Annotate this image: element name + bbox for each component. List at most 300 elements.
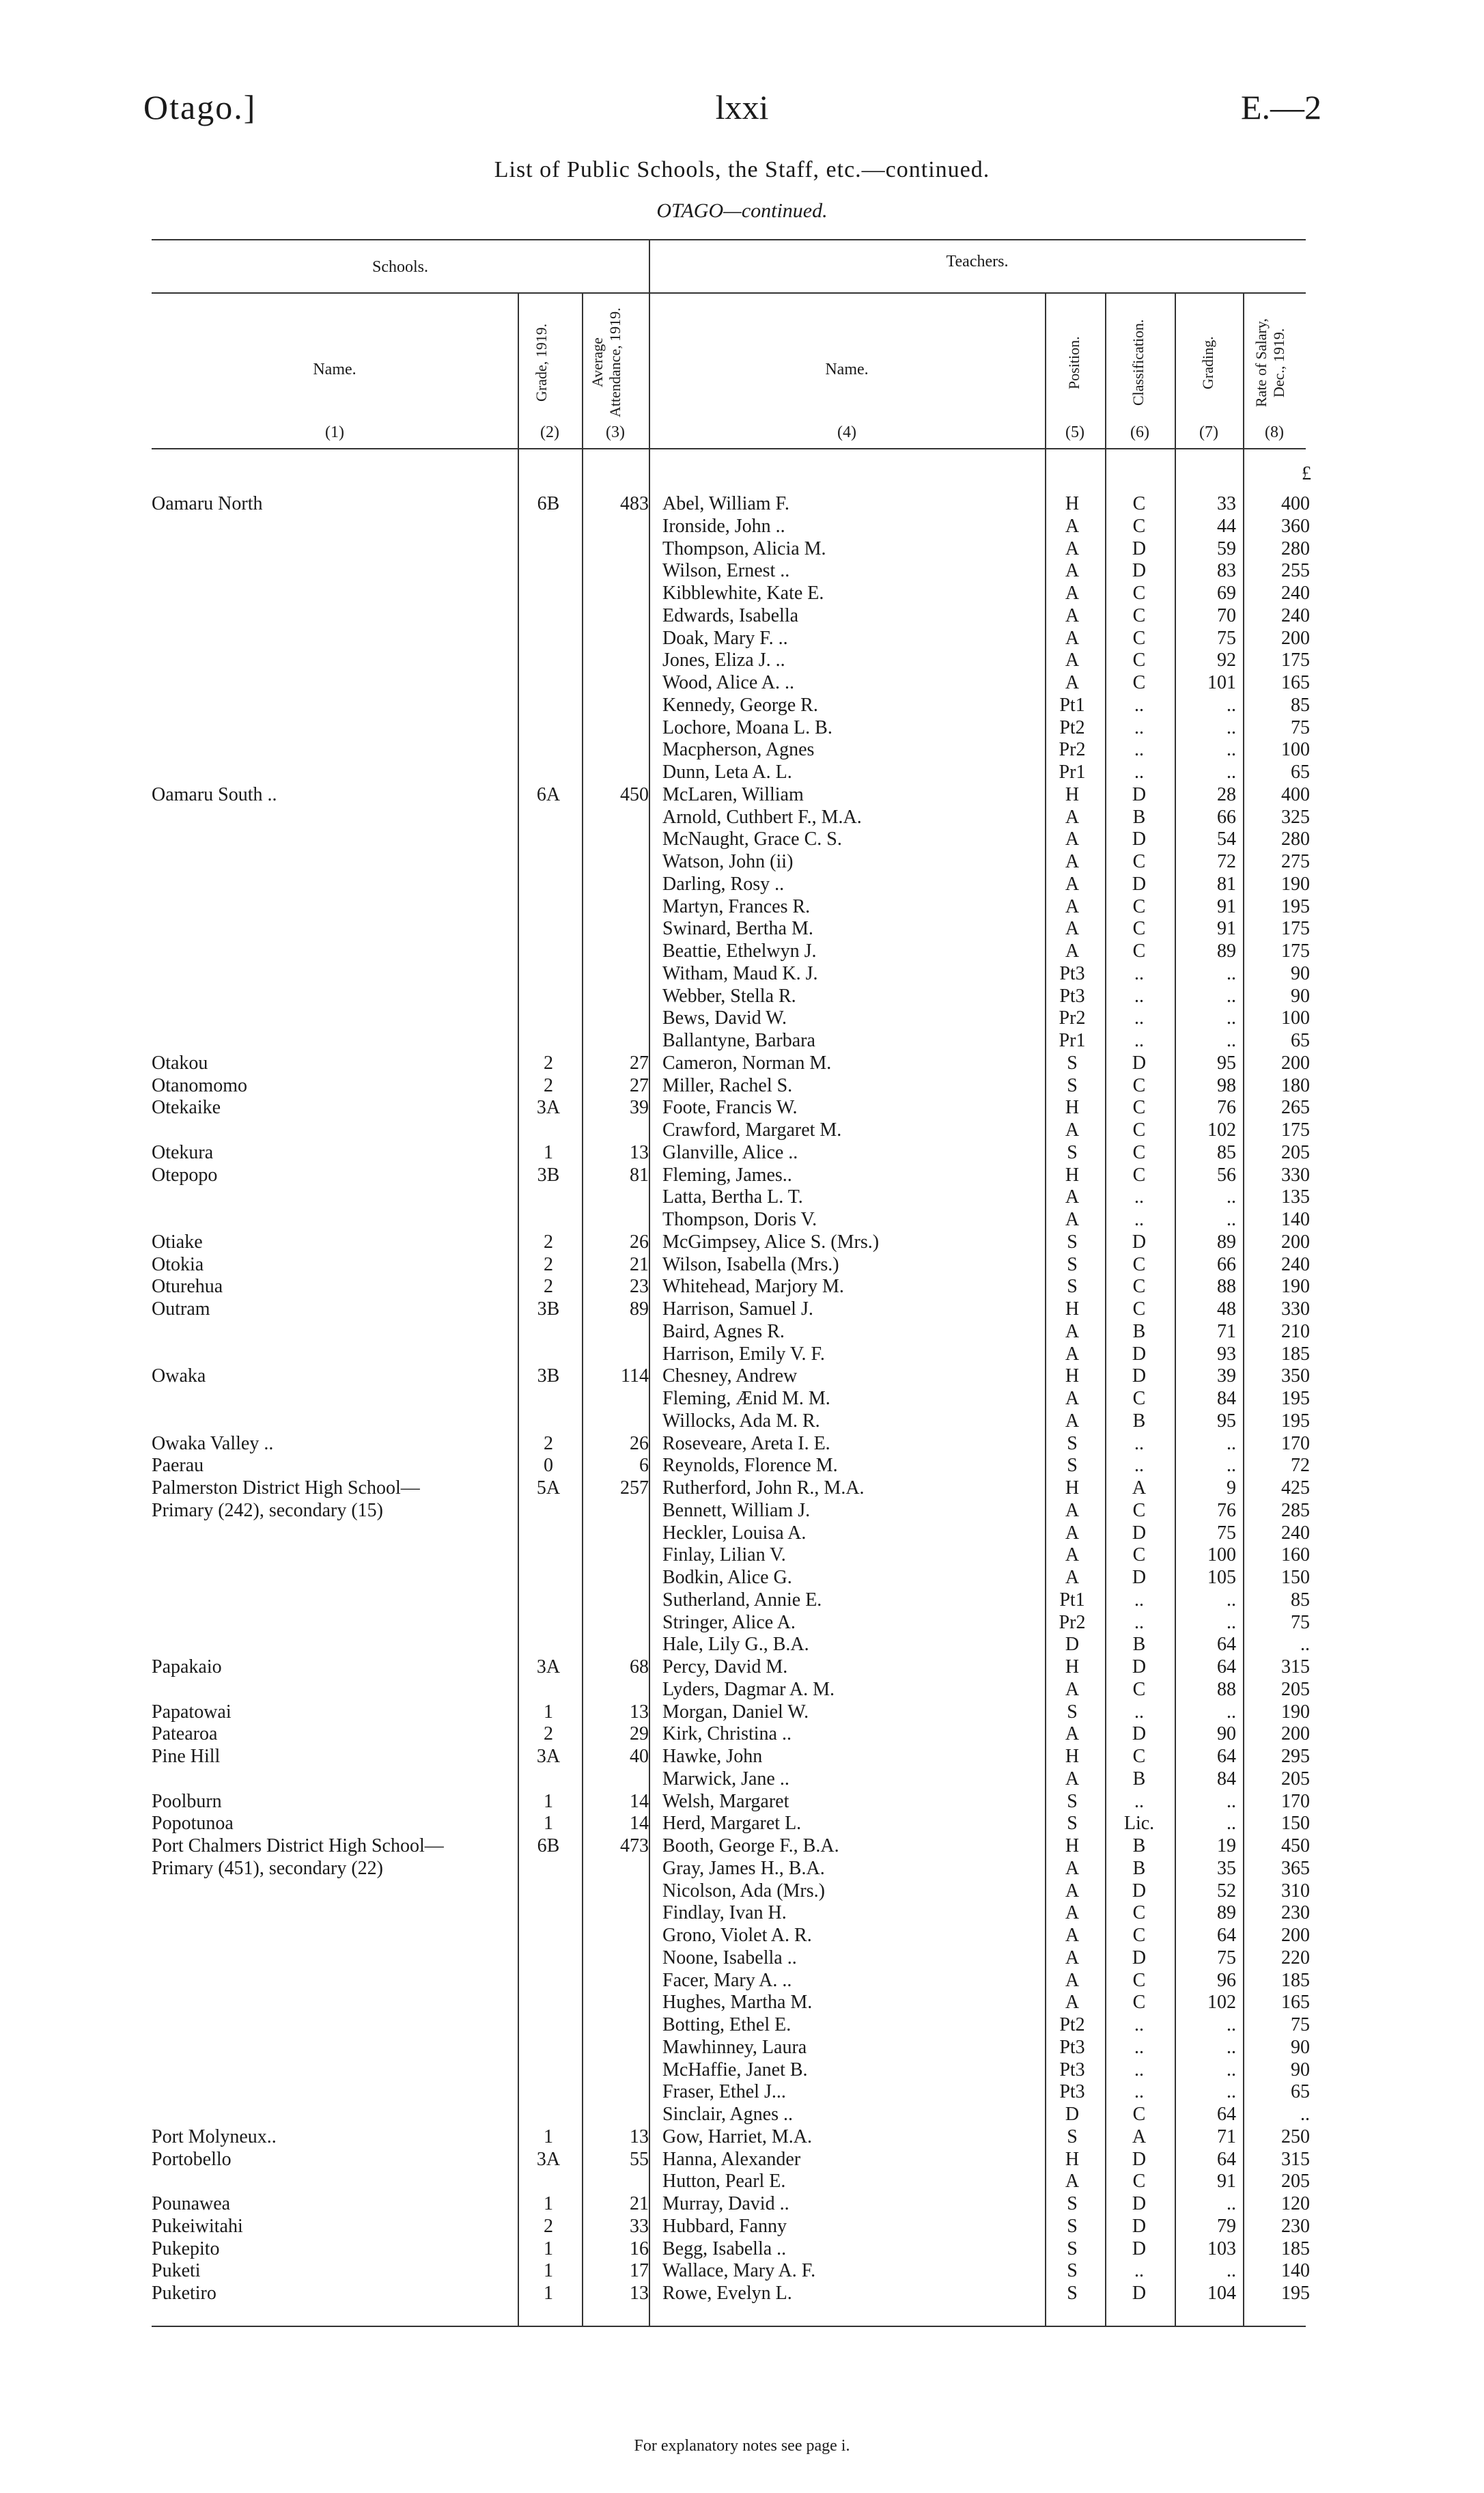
- cell-grd: ..: [1227, 2193, 1236, 2214]
- cell-sal: 195: [1281, 2283, 1310, 2304]
- table-row: [0, 918, 1484, 941]
- cell-att: 27: [630, 1052, 649, 1074]
- cell-pos: H: [1065, 783, 1080, 805]
- cell-grd: 84: [1217, 1388, 1236, 1409]
- cell-grd: ..: [1227, 1007, 1236, 1029]
- cell-sal: 195: [1281, 1388, 1310, 1409]
- cell-cls: ..: [1134, 2081, 1144, 2103]
- cell-school: Otakou: [152, 1052, 208, 1074]
- table-body: [0, 493, 1484, 2305]
- table-row: [0, 2260, 1484, 2283]
- table-row: [0, 1768, 1484, 1791]
- cell-name: McNaught, Grace C. S.: [662, 828, 842, 850]
- table-row: [0, 1925, 1484, 1947]
- cell-school: Primary (242), secondary (15): [152, 1499, 384, 1521]
- cell-pos: A: [1065, 1343, 1080, 1365]
- cell-name: Harrison, Samuel J.: [662, 1298, 813, 1320]
- cell-name: Findlay, Ivan H.: [662, 1902, 787, 1924]
- cell-sal: 195: [1281, 1410, 1310, 1432]
- cell-sal: 400: [1281, 783, 1310, 805]
- table-row: [0, 1746, 1484, 1768]
- cell-cls: D: [1132, 2215, 1147, 2237]
- cell-name: Foote, Francis W.: [662, 1097, 798, 1119]
- cell-name: Macpherson, Agnes: [662, 739, 815, 761]
- cell-cls: D: [1132, 828, 1147, 850]
- table-row: [0, 1813, 1484, 1835]
- cell-name: Cameron, Norman M.: [662, 1052, 832, 1074]
- table-row: [0, 1902, 1484, 1925]
- cell-name: Swinard, Bertha M.: [662, 918, 813, 940]
- cell-grd: 66: [1217, 1253, 1236, 1275]
- cell-pos: H: [1065, 493, 1080, 514]
- cell-sal: 190: [1281, 1276, 1310, 1298]
- cell-sal: 240: [1281, 604, 1310, 626]
- cell-sal: ..: [1300, 1634, 1310, 1656]
- cell-name: Percy, David M.: [662, 1656, 788, 1677]
- cell-pos: A: [1065, 583, 1080, 604]
- cell-grd: ..: [1227, 1186, 1236, 1208]
- cell-sal: 175: [1281, 941, 1310, 962]
- cell-cls: C: [1132, 1678, 1146, 1700]
- cell-sal: 140: [1281, 1209, 1310, 1230]
- table-row: [0, 1858, 1484, 1880]
- cell-pos: A: [1065, 1723, 1080, 1745]
- cell-sal: 165: [1281, 1992, 1310, 2014]
- table-row: [0, 1477, 1484, 1500]
- cell-grd: 66: [1217, 806, 1236, 828]
- cell-att: 6: [639, 1455, 649, 1477]
- col-grade: Grade, 1919.: [533, 323, 550, 402]
- cell-sal: 170: [1281, 1790, 1310, 1812]
- cell-grd: 84: [1217, 1768, 1236, 1789]
- cell-grd: ..: [1227, 962, 1236, 984]
- cell-name: Witham, Maud K. J.: [662, 962, 818, 984]
- cell-grade: 1: [544, 1790, 553, 1812]
- cell-pos: S: [1067, 1276, 1078, 1298]
- cell-grade: 1: [544, 1141, 553, 1163]
- cell-sal: 365: [1281, 1857, 1310, 1879]
- cell-sal: 205: [1281, 1678, 1310, 1700]
- cell-sal: 240: [1281, 583, 1310, 604]
- table-row: [0, 963, 1484, 986]
- cell-sal: 180: [1281, 1074, 1310, 1096]
- table-row: [0, 896, 1484, 919]
- cell-cls: C: [1132, 1544, 1146, 1566]
- cell-att: 81: [630, 1164, 649, 1186]
- cell-pos: S: [1067, 1813, 1078, 1835]
- cell-sal: 360: [1281, 515, 1310, 537]
- cell-school: Popotunoa: [152, 1813, 234, 1835]
- cell-pos: A: [1065, 627, 1080, 649]
- cell-cls: C: [1132, 493, 1146, 514]
- cell-cls: ..: [1134, 694, 1144, 716]
- col-num-5: (5): [1065, 423, 1084, 441]
- cell-att: 29: [630, 1723, 649, 1745]
- table-row: [0, 1634, 1484, 1656]
- cell-grd: 64: [1217, 1656, 1236, 1677]
- cell-name: Finlay, Lilian V.: [662, 1544, 786, 1566]
- cell-pos: Pr2: [1059, 1007, 1086, 1029]
- table-row: [0, 1835, 1484, 1858]
- cell-grade: 2: [544, 1253, 553, 1275]
- cell-att: 21: [630, 2193, 649, 2214]
- cell-pos: A: [1065, 941, 1080, 962]
- table-row: [0, 1455, 1484, 1477]
- cell-att: 14: [630, 1813, 649, 1835]
- table-row: [0, 1209, 1484, 1231]
- cell-grade: 1: [544, 2193, 553, 2214]
- cell-cls: B: [1132, 1634, 1146, 1656]
- cell-grd: ..: [1227, 1432, 1236, 1454]
- cell-cls: ..: [1134, 1701, 1144, 1723]
- cell-name: Arnold, Cuthbert F., M.A.: [662, 806, 862, 828]
- cell-grd: ..: [1227, 2260, 1236, 2282]
- cell-cls: ..: [1134, 1455, 1144, 1477]
- cell-att: 473: [620, 1835, 649, 1856]
- cell-att: 114: [621, 1365, 649, 1387]
- cell-grade: 1: [544, 2126, 553, 2147]
- page-number: lxxi: [715, 88, 769, 126]
- cell-cls: C: [1132, 851, 1146, 872]
- cell-name: Hanna, Alexander: [662, 2148, 801, 2170]
- cell-grd: 101: [1207, 672, 1236, 693]
- cell-cls: ..: [1134, 1790, 1144, 1812]
- cell-sal: 65: [1291, 1030, 1310, 1051]
- cell-name: Wilson, Isabella (Mrs.): [662, 1253, 839, 1275]
- cell-grd: 85: [1217, 1141, 1236, 1163]
- cell-grd: 104: [1207, 2283, 1236, 2304]
- cell-grd: 103: [1207, 2238, 1236, 2259]
- cell-school: Poolburn: [152, 1790, 222, 1812]
- cell-pos: Pr1: [1059, 1030, 1086, 1051]
- cell-name: Kennedy, George R.: [662, 694, 818, 716]
- cell-grade: 0: [544, 1455, 553, 1477]
- cell-pos: A: [1065, 1969, 1080, 1991]
- cell-sal: 200: [1281, 1231, 1310, 1253]
- table-row: [0, 2059, 1484, 2082]
- cell-sal: 90: [1291, 2036, 1310, 2058]
- cell-pos: S: [1067, 2283, 1078, 2304]
- cell-grd: 83: [1217, 560, 1236, 582]
- cell-name: Bews, David W.: [662, 1007, 787, 1029]
- cell-name: Thompson, Alicia M.: [662, 538, 826, 559]
- cell-name: Beattie, Ethelwyn J.: [662, 941, 817, 962]
- cell-school: Puketi: [152, 2260, 201, 2282]
- cell-school: Pukepito: [152, 2238, 220, 2259]
- cell-pos: S: [1067, 1432, 1078, 1454]
- cell-grd: 64: [1217, 1634, 1236, 1656]
- cell-grd: 89: [1217, 1231, 1236, 1253]
- cell-pos: S: [1067, 1231, 1078, 1253]
- table-row: [0, 1119, 1484, 1142]
- table-row: [0, 1679, 1484, 1701]
- cell-name: Kibblewhite, Kate E.: [662, 583, 824, 604]
- cell-pos: S: [1067, 1253, 1078, 1275]
- cell-cls: C: [1132, 515, 1146, 537]
- cell-cls: C: [1132, 1253, 1146, 1275]
- cell-name: Noone, Isabella ..: [662, 1947, 797, 1968]
- cell-sal: 100: [1281, 1007, 1310, 1029]
- table-row: [0, 650, 1484, 672]
- cell-sal: 280: [1281, 538, 1310, 559]
- cell-cls: ..: [1134, 2260, 1144, 2282]
- cell-pos: H: [1065, 1477, 1080, 1499]
- cell-att: 39: [630, 1097, 649, 1119]
- cell-school: Primary (451), secondary (22): [152, 1857, 384, 1879]
- cell-grd: ..: [1227, 2081, 1236, 2103]
- cell-att: 13: [630, 2283, 649, 2304]
- rule-group: [152, 292, 1306, 294]
- cell-name: Watson, John (ii): [662, 851, 794, 872]
- table-row: [0, 851, 1484, 874]
- cell-grade: 3A: [536, 1097, 561, 1119]
- cell-cls: C: [1132, 1499, 1146, 1521]
- cell-name: Chesney, Andrew: [662, 1365, 798, 1387]
- cell-name: Abel, William F.: [662, 493, 789, 514]
- cell-pos: A: [1065, 1567, 1080, 1588]
- cell-pos: A: [1065, 1522, 1080, 1544]
- cell-pos: H: [1065, 1164, 1080, 1186]
- cell-name: Lyders, Dagmar A. M.: [662, 1678, 835, 1700]
- cell-pos: A: [1065, 538, 1080, 559]
- cell-cls: D: [1132, 1231, 1147, 1253]
- cell-grd: 88: [1217, 1678, 1236, 1700]
- cell-grade: 3B: [537, 1298, 560, 1320]
- cell-grade: 1: [544, 2283, 553, 2304]
- cell-att: 40: [630, 1746, 649, 1767]
- cell-grd: 102: [1207, 1119, 1236, 1141]
- table-row: [0, 1231, 1484, 1254]
- cell-name: Jones, Eliza J. ..: [662, 650, 785, 671]
- cell-sal: 65: [1291, 2081, 1310, 2103]
- cell-sal: 280: [1281, 828, 1310, 850]
- cell-grd: 91: [1217, 2171, 1236, 2192]
- cell-grd: 71: [1217, 1320, 1236, 1342]
- cell-sal: 175: [1281, 918, 1310, 940]
- cell-pos: A: [1065, 1678, 1080, 1700]
- cell-grd: 95: [1217, 1410, 1236, 1432]
- cell-grade: 1: [544, 1701, 553, 1723]
- cell-name: McLaren, William: [662, 783, 804, 805]
- cell-sal: 100: [1281, 739, 1310, 761]
- cell-cls: C: [1132, 627, 1146, 649]
- cell-grd: 100: [1207, 1544, 1236, 1566]
- cell-pos: A: [1065, 1209, 1080, 1230]
- cell-grd: 93: [1217, 1343, 1236, 1365]
- table-row: [0, 560, 1484, 583]
- cell-name: Bodkin, Alice G.: [662, 1567, 792, 1588]
- cell-pos: A: [1065, 1992, 1080, 2014]
- cell-pos: S: [1067, 2215, 1078, 2237]
- cell-cls: C: [1132, 1925, 1146, 1946]
- cell-pos: Pt2: [1059, 2014, 1085, 2035]
- cell-sal: 75: [1291, 716, 1310, 738]
- table-row: [0, 1970, 1484, 1992]
- cell-grd: ..: [1227, 762, 1236, 783]
- table-row: [0, 695, 1484, 717]
- cell-sal: 75: [1291, 2014, 1310, 2035]
- cell-sal: 85: [1291, 694, 1310, 716]
- cell-sal: 120: [1281, 2193, 1310, 2214]
- cell-sal: 135: [1281, 1186, 1310, 1208]
- cell-att: 26: [630, 1231, 649, 1253]
- cell-school: Owaka Valley ..: [152, 1432, 274, 1454]
- cell-sal: 90: [1291, 985, 1310, 1007]
- cell-sal: 230: [1281, 2215, 1310, 2237]
- cell-school: Papatowai: [152, 1701, 232, 1723]
- cell-name: Thompson, Doris V.: [662, 1209, 817, 1230]
- table-row: [0, 1388, 1484, 1410]
- cell-name: Roseveare, Areta I. E.: [662, 1432, 830, 1454]
- cell-school: Oamaru North: [152, 493, 263, 514]
- cell-grd: 98: [1217, 1074, 1236, 1096]
- cell-grd: ..: [1227, 2014, 1236, 2035]
- table-row: [0, 1254, 1484, 1277]
- cell-grd: ..: [1227, 716, 1236, 738]
- col-num-7: (7): [1199, 423, 1218, 441]
- cell-grd: ..: [1227, 1030, 1236, 1051]
- cell-name: Heckler, Louisa A.: [662, 1522, 807, 1544]
- cell-cls: D: [1132, 1723, 1147, 1745]
- cell-sal: 200: [1281, 627, 1310, 649]
- cell-cls: D: [1132, 1365, 1147, 1387]
- table-row: [0, 1567, 1484, 1589]
- cell-cls: D: [1132, 2238, 1147, 2259]
- cell-cls: D: [1132, 1567, 1147, 1588]
- cell-pos: A: [1065, 560, 1080, 582]
- cell-grd: 64: [1217, 2104, 1236, 2125]
- table-row: [0, 1612, 1484, 1634]
- cell-att: 13: [630, 2126, 649, 2147]
- cell-school: Port Chalmers District High School—: [152, 1835, 444, 1856]
- cell-name: Latta, Bertha L. T.: [662, 1186, 803, 1208]
- cell-sal: 195: [1281, 895, 1310, 917]
- cell-name: Wilson, Ernest ..: [662, 560, 790, 582]
- table-row: [0, 739, 1484, 762]
- cell-sal: 200: [1281, 1052, 1310, 1074]
- cell-grd: 9: [1227, 1477, 1236, 1499]
- cell-pos: A: [1065, 895, 1080, 917]
- cell-cls: B: [1132, 1410, 1146, 1432]
- table-row: [0, 762, 1484, 784]
- table-row: [0, 2149, 1484, 2171]
- table-row: [0, 1723, 1484, 1746]
- cell-name: Wood, Alice A. ..: [662, 672, 794, 693]
- cell-sal: 255: [1281, 560, 1310, 582]
- cell-pos: S: [1067, 2126, 1078, 2147]
- col-attendance: Average Attendance, 1919.: [589, 307, 624, 418]
- cell-grd: ..: [1227, 694, 1236, 716]
- cell-school: Otekaike: [152, 1097, 221, 1119]
- cell-grade: 1: [544, 2260, 553, 2282]
- col-salary: Rate of Salary, Dec., 1919.: [1252, 318, 1287, 407]
- cell-pos: Pt3: [1059, 2059, 1085, 2080]
- cell-grade: 3B: [537, 1365, 560, 1387]
- cell-cls: C: [1132, 941, 1146, 962]
- cell-grd: 52: [1217, 1880, 1236, 1902]
- cell-att: 257: [620, 1477, 649, 1499]
- table-row: [0, 1433, 1484, 1456]
- cell-name: Fleming, James..: [662, 1164, 792, 1186]
- cell-cls: ..: [1134, 1007, 1144, 1029]
- cell-school: Paerau: [152, 1455, 204, 1477]
- cell-sal: 350: [1281, 1365, 1310, 1387]
- cell-pos: Pt3: [1059, 985, 1085, 1007]
- cell-cls: D: [1132, 873, 1147, 895]
- cell-name: Begg, Isabella ..: [662, 2238, 787, 2259]
- cell-sal: 285: [1281, 1499, 1310, 1521]
- cell-grd: 89: [1217, 1902, 1236, 1924]
- table-row: [0, 2014, 1484, 2037]
- cell-pos: Pr2: [1059, 739, 1086, 761]
- cell-cls: C: [1132, 1969, 1146, 1991]
- table-row: [0, 1791, 1484, 1813]
- table-row: [0, 493, 1484, 516]
- cell-pos: H: [1065, 1365, 1080, 1387]
- cell-pos: A: [1065, 650, 1080, 671]
- cell-grd: 28: [1217, 783, 1236, 805]
- cell-cls: ..: [1134, 739, 1144, 761]
- table-row: [0, 672, 1484, 695]
- cell-sal: 230: [1281, 1902, 1310, 1924]
- cell-att: 26: [630, 1432, 649, 1454]
- cell-school: Puketiro: [152, 2283, 216, 2304]
- cell-cls: D: [1132, 1880, 1147, 1902]
- cell-sal: 85: [1291, 1589, 1310, 1611]
- cell-pos: A: [1065, 806, 1080, 828]
- col-num-8: (8): [1265, 423, 1284, 441]
- cell-cls: C: [1132, 1992, 1146, 2014]
- cell-grade: 3A: [536, 1746, 561, 1767]
- cell-sal: 205: [1281, 1141, 1310, 1163]
- cell-pos: Pt2: [1059, 716, 1085, 738]
- cell-grade: 6B: [537, 493, 560, 514]
- cell-pos: S: [1067, 2193, 1078, 2214]
- cell-cls: A: [1132, 2126, 1147, 2147]
- cell-cls: ..: [1134, 2036, 1144, 2058]
- cell-name: Herd, Margaret L.: [662, 1813, 802, 1835]
- cell-sal: 65: [1291, 762, 1310, 783]
- table-row: [0, 1321, 1484, 1343]
- cell-name: Wallace, Mary A. F.: [662, 2260, 816, 2282]
- group-schools: Schools.: [372, 258, 428, 276]
- cell-pos: A: [1065, 918, 1080, 940]
- cell-sal: 240: [1281, 1253, 1310, 1275]
- cell-pos: Pt3: [1059, 962, 1085, 984]
- table-row: [0, 2171, 1484, 2193]
- cell-sal: 205: [1281, 1768, 1310, 1789]
- cell-grd: 39: [1217, 1365, 1236, 1387]
- table-row: [0, 1365, 1484, 1388]
- cell-cls: C: [1132, 1074, 1146, 1096]
- cell-att: 13: [630, 1141, 649, 1163]
- cell-name: Ballantyne, Barbara: [662, 1030, 815, 1051]
- table-row: [0, 1007, 1484, 1030]
- cell-name: Fleming, Ænid M. M.: [662, 1388, 830, 1409]
- cell-sal: 185: [1281, 2238, 1310, 2259]
- cell-cls: D: [1132, 1947, 1147, 1968]
- cell-cls: C: [1132, 1119, 1146, 1141]
- cell-pos: S: [1067, 2238, 1078, 2259]
- cell-grd: ..: [1227, 1209, 1236, 1230]
- cell-name: Martyn, Frances R.: [662, 895, 811, 917]
- page-title: List of Public Schools, the Staff, etc.—continued.: [494, 157, 990, 182]
- cell-school: Port Molyneux..: [152, 2126, 277, 2147]
- cell-name: Ironside, John ..: [662, 515, 785, 537]
- cell-name: Gray, James H., B.A.: [662, 1857, 825, 1879]
- table-row: [0, 1142, 1484, 1165]
- cell-name: Crawford, Margaret M.: [662, 1119, 842, 1141]
